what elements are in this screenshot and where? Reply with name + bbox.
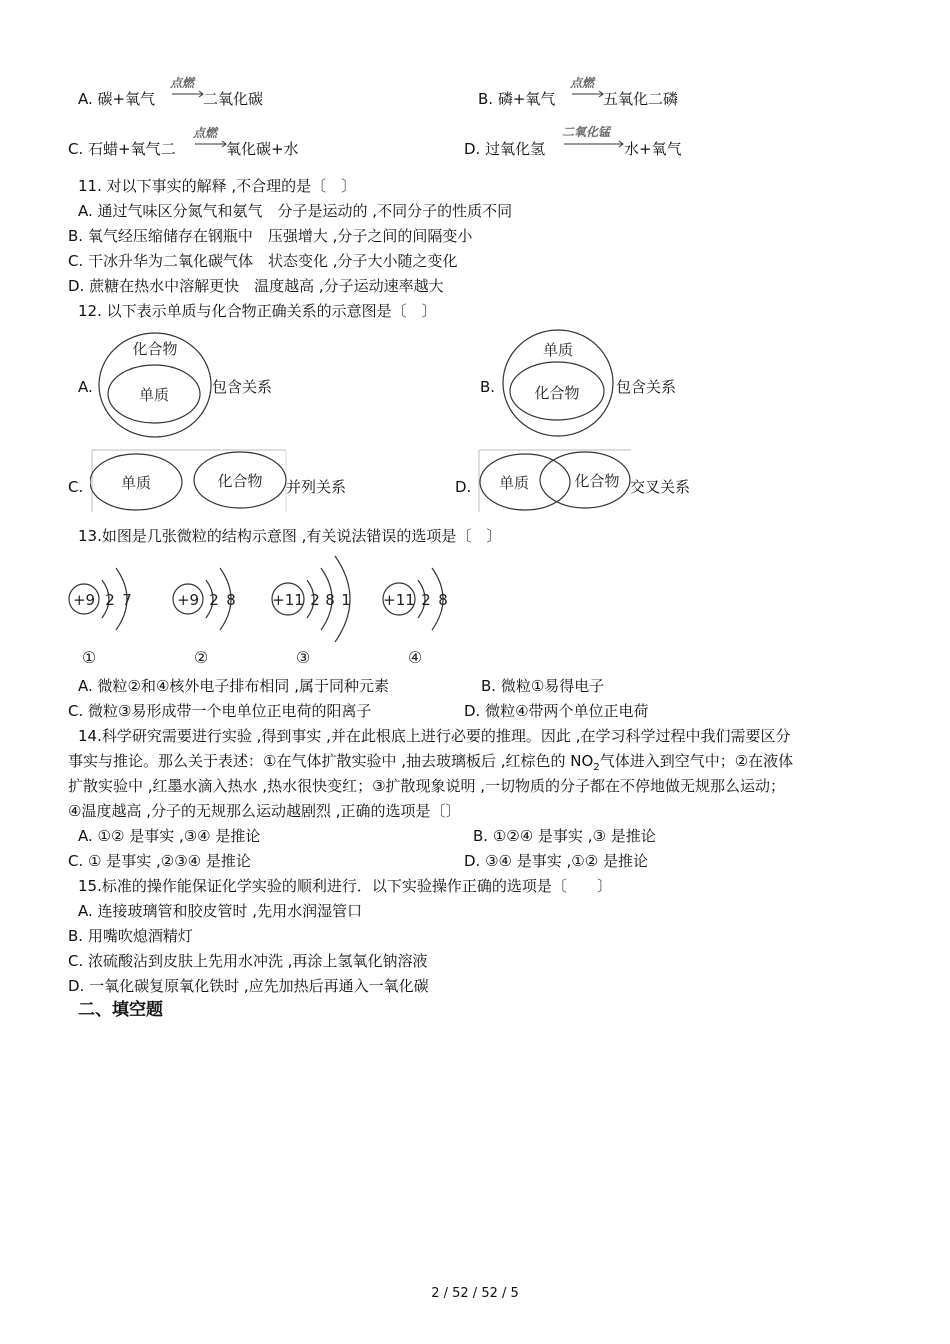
particle-4-shell-1: 2 <box>421 591 431 609</box>
q11-option-c: C. 干冰升华为二氧化碳气体 状态变化 ,分子大小随之变化 <box>68 252 458 270</box>
q10-d-product: 水+氧气 <box>624 140 682 158</box>
particle-4 <box>383 568 448 667</box>
q13-option-a: A. 微粒②和④核外电子排布相同 ,属于同种元素 <box>78 677 389 695</box>
q12-d-relation: 交叉关系 <box>630 478 691 496</box>
particle-3-shell-1: 2 <box>310 591 320 609</box>
q12-b-outer-label: 单质 <box>542 341 574 359</box>
q13-option-b: B. 微粒①易得电子 <box>481 677 605 695</box>
q10-c-condition: 点燃 <box>193 126 218 140</box>
q12-c-right-label: 化合物 <box>217 472 263 490</box>
particle-3-shell-2: 8 <box>325 591 335 609</box>
particle-2-nucleus: +9 <box>176 591 200 609</box>
q12-stem: 12. 以下表示单质与化合物正确关系的示意图是〔 〕 <box>78 302 437 320</box>
q15-stem: 15.标准的操作能保证化学实验的顺利进行．以下实验操作正确的选项是〔 〕 <box>78 877 612 895</box>
q13-option-c: C. 微粒③易形成带一个电单位正电荷的阳离子 <box>68 702 372 720</box>
q12-b-relation: 包含关系 <box>616 378 677 396</box>
q12-c-letter: C. <box>68 478 84 496</box>
q15-option-c: C. 浓硫酸沾到皮肤上先用水冲洗 ,再涂上氢氧化钠溶液 <box>68 952 428 970</box>
particle-3-nucleus: +11 <box>272 591 304 609</box>
q15-option-b: B. 用嘴吹熄酒精灯 <box>68 927 193 945</box>
reaction-arrow-icon <box>195 140 229 148</box>
page-number: 2 / 52 / 52 / 5 <box>431 1286 519 1301</box>
q12-c-relation: 并列关系 <box>286 478 347 496</box>
q11-option-a: A. 通过气味区分氮气和氨气 分子是运动的 ,不同分子的性质不同 <box>78 202 513 220</box>
q14-line-2-part-2: 气体进入到空气中；②在液体 <box>599 752 794 770</box>
q12-c-diagram <box>90 448 288 514</box>
q14-option-c: C. ① 是事实 ,②③④ 是推论 <box>68 852 251 870</box>
q10-c-label: C. 石蜡+氧气二 <box>68 140 176 158</box>
particle-2-shell-2: 8 <box>226 591 236 609</box>
q10-b-label: B. 磷+氧气 <box>478 90 556 108</box>
q12-a-diagram <box>96 330 214 440</box>
q14-line-4: ④温度越高 ,分子的无规那么运动越剧烈 ,正确的选项是〔〕 <box>68 802 461 820</box>
q12-b-diagram <box>500 327 618 439</box>
reaction-arrow-icon <box>564 140 626 148</box>
q14-line-2-part-1: 事实与推论。那么关于表述：①在气体扩散实验中 ,抽去玻璃板后 ,红棕色的 NO <box>68 752 594 770</box>
q12-c-left-label: 单质 <box>120 474 152 492</box>
q10-a-label: A. 碳+氧气 <box>78 90 156 108</box>
q13-option-d: D. 微粒④带两个单位正电荷 <box>464 702 649 720</box>
particle-2-number: ② <box>193 648 209 667</box>
particle-1-nucleus: +9 <box>72 591 96 609</box>
q14-line-1: 14.科学研究需要进行实验 ,得到事实 ,并在此根底上进行必要的推理。因此 ,在学习科学过程中我们需要区分 <box>78 727 791 745</box>
q12-d-diagram <box>477 448 633 514</box>
particle-4-nucleus: +11 <box>383 591 415 609</box>
q13-stem: 13.如图是几张微粒的结构示意图 ,有关说法错误的选项是〔 〕 <box>78 527 502 545</box>
q12-a-outer-label: 化合物 <box>132 340 178 358</box>
q12-d-right-label: 化合物 <box>574 472 620 490</box>
particle-1-number: ① <box>81 648 97 667</box>
reaction-arrow-icon <box>572 90 606 98</box>
q10-a-product: 二氧化碳 <box>203 90 264 108</box>
q14-no2-subscript: 2 <box>593 762 600 773</box>
particle-4-shell-2: 8 <box>438 591 448 609</box>
q12-a-inner-label: 单质 <box>138 386 170 404</box>
q12-a-letter: A. <box>78 378 93 396</box>
q14-line-3: 扩散实验中 ,红墨水滴入热水 ,热水很快变红；③扩散现象说明 ,一切物质的分子都在不停地做无规那么运动； <box>68 777 786 795</box>
q10-d-condition: 二氧化锰 <box>562 125 611 139</box>
section-2-heading: 二、填空题 <box>78 1000 163 1020</box>
q12-d-left-label: 单质 <box>498 474 530 492</box>
q14-line-2 <box>68 751 793 778</box>
particle-3 <box>272 556 351 667</box>
q10-a-condition: 点燃 <box>170 76 195 90</box>
q14-option-b: B. ①②④ 是事实 ,③ 是推论 <box>473 827 656 845</box>
q12-b-inner-label: 化合物 <box>534 384 580 402</box>
particle-1-shell-2: 7 <box>122 591 132 609</box>
q11-option-d: D. 蔗糖在热水中溶解更快 温度越高 ,分子运动速率越大 <box>68 277 444 295</box>
particle-3-number: ③ <box>295 648 311 667</box>
q10-d-label: D. 过氧化氢 <box>464 140 546 158</box>
q13-particle-diagrams <box>62 552 462 672</box>
q14-option-a: A. ①② 是事实 ,③④ 是推论 <box>78 827 261 845</box>
q10-c-product: 氧化碳+水 <box>226 140 299 158</box>
particle-4-number: ④ <box>407 648 423 667</box>
q14-option-d: D. ③④ 是事实 ,①② 是推论 <box>464 852 648 870</box>
particle-2 <box>173 568 236 667</box>
q15-option-a: A. 连接玻璃管和胶皮管时 ,先用水润湿管口 <box>78 902 363 920</box>
q11-option-b: B. 氧气经压缩储存在钢瓶中 压强增大 ,分子之间的间隔变小 <box>68 227 473 245</box>
reaction-arrow-icon <box>172 90 206 98</box>
q10-b-condition: 点燃 <box>570 76 595 90</box>
particle-2-shell-1: 2 <box>209 591 219 609</box>
q12-b-letter: B. <box>480 378 496 396</box>
q11-stem: 11. 对以下事实的解释 ,不合理的是〔 〕 <box>78 177 357 195</box>
particle-3-shell-3: 1 <box>341 591 351 609</box>
q10-b-product: 五氧化二磷 <box>603 90 679 108</box>
particle-1-shell-1: 2 <box>105 591 115 609</box>
q12-d-letter: D. <box>455 478 472 496</box>
particle-1 <box>69 568 132 667</box>
q15-option-d: D. 一氧化碳复原氧化铁时 ,应先加热后再通入一氧化碳 <box>68 977 429 995</box>
q12-a-relation: 包含关系 <box>212 378 273 396</box>
